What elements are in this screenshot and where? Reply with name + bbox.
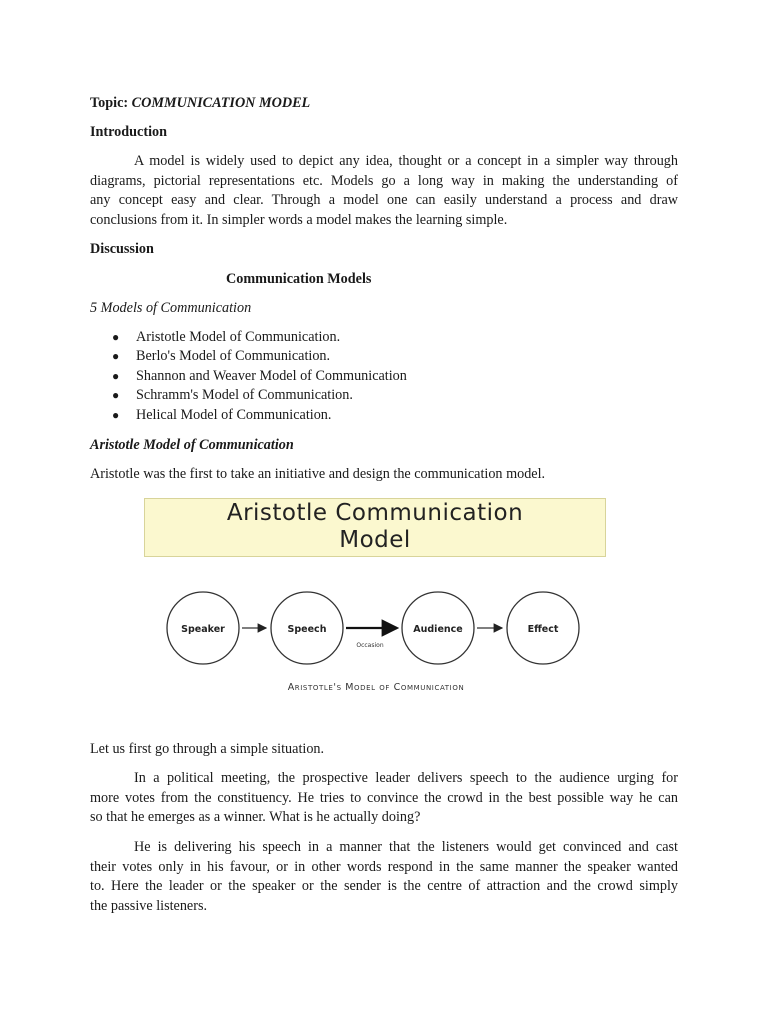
- arrow-label-occasion: Occasion: [356, 642, 384, 649]
- topic-line: [90, 94, 310, 114]
- paragraph-line: He is delivering his speech in a manner that the listeners would get convinced and cast: [134, 839, 678, 855]
- list-item: [112, 328, 407, 347]
- bullet-icon: ●: [112, 368, 120, 383]
- list-item: [112, 406, 407, 425]
- node-label: Effect: [527, 624, 559, 635]
- paragraph-line: the passive listeners.: [90, 897, 208, 914]
- bullet-icon: ●: [112, 330, 120, 344]
- introduction-paragraph: [90, 152, 678, 230]
- list-item-text: Berlo's Model of Communication.: [136, 348, 331, 365]
- paragraph-line: In a political meeting, the prospective leader delivers speech to the audience urging for: [134, 770, 678, 786]
- list-item-text: Schramm's Model of Communication.: [136, 387, 353, 404]
- aristotle-heading: Aristotle Model of Communication: [90, 437, 294, 453]
- topic-label: Topic:: [90, 95, 129, 111]
- list-item: [112, 386, 407, 405]
- paragraph-line: their votes only in his favour, or in other words respond in the same manner the speaker wanted: [90, 858, 678, 875]
- node-label: Speaker: [181, 624, 225, 635]
- figure-caption: Aristotle's Model of Communication: [287, 682, 465, 693]
- node-label: Speech: [287, 624, 327, 635]
- discussion-heading: Discussion: [90, 241, 154, 257]
- bullet-icon: ●: [112, 388, 120, 403]
- models-subheading: 5 Models of Communication: [90, 300, 252, 316]
- figure-title-banner: [144, 498, 606, 557]
- paragraph-line: so that he emerges as a winner. What is he actually doing?: [90, 809, 421, 825]
- paragraph-line: to. Here the leader or the speaker or the sender is the centre of attraction and the crowd simply: [90, 878, 678, 894]
- paragraph-line: A model is widely used to depict any idea, thought or a concept in a simpler way through: [134, 153, 678, 169]
- simple-situation-line: Let us first go through a simple situation.: [90, 741, 325, 757]
- models-list: [112, 328, 407, 425]
- political-meeting-paragraph: [90, 769, 678, 828]
- introduction-heading: Introduction: [90, 124, 167, 140]
- list-item: [112, 347, 407, 366]
- paragraph-line: conclusions from it. In simpler words a model makes the learning simple.: [90, 211, 508, 228]
- bullet-icon: ●: [112, 349, 120, 364]
- node-label: Audience: [413, 624, 463, 635]
- figure-title-line: Model: [339, 527, 411, 553]
- paragraph-line: any concept easy and clear. Through a model one can easily understand a process and draw: [90, 192, 678, 208]
- topic-title: COMMUNICATION MODEL: [131, 95, 311, 111]
- bullet-icon: ●: [112, 407, 120, 422]
- list-item-text: Shannon and Weaver Model of Communication: [136, 367, 407, 384]
- list-item: [112, 367, 407, 386]
- paragraph-line: more votes from the constituency. He tries to convince the crowd in the best possible way he can: [90, 789, 678, 806]
- list-item-text: Aristotle Model of Communication.: [136, 329, 341, 345]
- figure-title-line: Aristotle Communication: [226, 500, 524, 526]
- aristotle-intro: Aristotle was the first to take an initiative and design the communication model.: [90, 466, 546, 482]
- paragraph-line: diagrams, pictorial representations etc. Models go a long way in making the understanding of: [90, 172, 678, 189]
- speech-delivery-paragraph: [90, 838, 678, 916]
- list-item-text: Helical Model of Communication.: [136, 406, 332, 423]
- communication-models-heading: Communication Models: [226, 271, 372, 287]
